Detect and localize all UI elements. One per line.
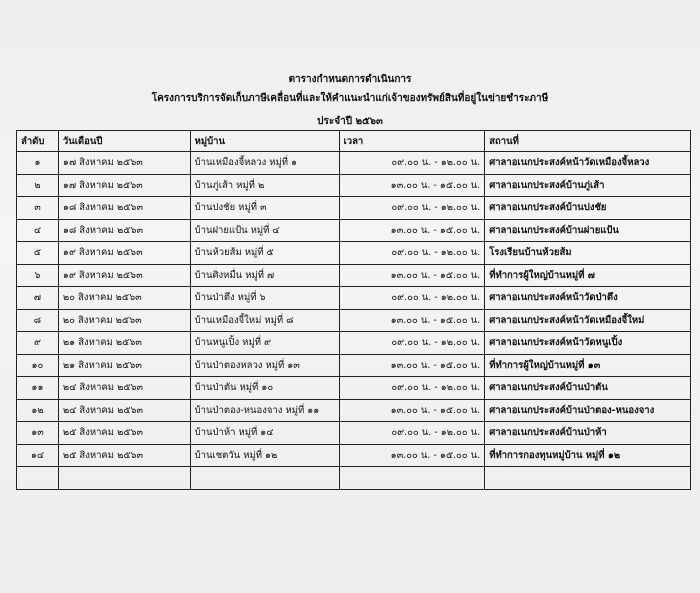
table-row	[17, 287, 691, 310]
row-time: ๑๓.๐๐ น. - ๑๕.๐๐ น.	[339, 354, 485, 377]
column-header-date: วันเดือนปี	[58, 131, 190, 152]
row-number: ๑๓	[17, 422, 59, 445]
table-row	[17, 309, 691, 332]
row-village: บ้านป่าตองหลวง หมู่ที่ ๑๓	[190, 354, 339, 377]
row-date: ๒๑ สิงหาคม ๒๕๖๓	[58, 332, 190, 355]
row-place: ศาลาอเนกประสงค์บ้านฝายแป้น	[485, 219, 691, 242]
row-number: ๓	[17, 197, 59, 220]
table-header-row	[17, 131, 691, 152]
column-header-no: ลำดับ	[17, 131, 59, 152]
row-place: ศาลาอเนกประสงค์บ้านภู่เส้า	[485, 174, 691, 197]
row-date: ๒๐ สิงหาคม ๒๕๖๓	[58, 287, 190, 310]
row-number: ๗	[17, 287, 59, 310]
row-date: ๒๕ สิงหาคม ๒๕๖๓	[58, 444, 190, 467]
row-number: ๘	[17, 309, 59, 332]
row-time: ๐๙.๐๐ น. - ๑๒.๐๐ น.	[339, 332, 485, 355]
table-row	[17, 264, 691, 287]
table-row	[17, 219, 691, 242]
row-village: บ้านเชตวัน หมู่ที่ ๑๒	[190, 444, 339, 467]
row-time: ๑๓.๐๐ น. - ๑๕.๐๐ น.	[339, 264, 485, 287]
row-number: ๒	[17, 174, 59, 197]
row-date: ๒๑ สิงหาคม ๒๕๖๓	[58, 354, 190, 377]
row-place: ศาลาอเนกประสงค์หน้าวัดเหมืองจี้หลวง	[485, 152, 691, 175]
empty-table-row	[17, 467, 691, 490]
row-date: ๒๕ สิงหาคม ๒๕๖๓	[58, 422, 190, 445]
row-time: ๑๓.๐๐ น. - ๑๕.๐๐ น.	[339, 309, 485, 332]
row-place: ศาลาอเนกประสงค์หน้าวัดป่าตึง	[485, 287, 691, 310]
row-number: ๑๑	[17, 377, 59, 400]
row-place: ที่ทำการผู้ใหญ่บ้านหมู่ที่ ๗	[485, 264, 691, 287]
table-row	[17, 377, 691, 400]
row-place: ศาลาอเนกประสงค์บ้านป่าห้า	[485, 422, 691, 445]
row-village: บ้านศิงหมื่น หมู่ที่ ๗	[190, 264, 339, 287]
table-row	[17, 354, 691, 377]
table-row	[17, 422, 691, 445]
row-number: ๕	[17, 242, 59, 265]
table-row	[17, 197, 691, 220]
empty-cell	[17, 467, 59, 490]
row-number: ๖	[17, 264, 59, 287]
row-time: ๐๙.๐๐ น. - ๑๒.๐๐ น.	[339, 242, 485, 265]
row-village: บ้านป่าห้า หมู่ที่ ๑๔	[190, 422, 339, 445]
table-row	[17, 152, 691, 175]
row-village: บ้านหนูเปิ้ง หมู่ที่ ๙	[190, 332, 339, 355]
row-place: ที่ทำการกองทุนหมู่บ้าน หมู่ที่ ๑๒	[485, 444, 691, 467]
row-village: บ้านภู่เส้า หมู่ที่ ๒	[190, 174, 339, 197]
row-number: ๑๐	[17, 354, 59, 377]
table-row	[17, 399, 691, 422]
empty-cell	[485, 467, 691, 490]
row-village: บ้านเหมืองจี้ใหม่ หมู่ที่ ๘	[190, 309, 339, 332]
row-place: โรงเรียนบ้านห้วยส้ม	[485, 242, 691, 265]
row-time: ๑๓.๐๐ น. - ๑๕.๐๐ น.	[339, 174, 485, 197]
table-row	[17, 444, 691, 467]
row-time: ๐๙.๐๐ น. - ๑๒.๐๐ น.	[339, 377, 485, 400]
row-number: ๑๔	[17, 444, 59, 467]
row-time: ๑๓.๐๐ น. - ๑๕.๐๐ น.	[339, 399, 485, 422]
row-number: ๔	[17, 219, 59, 242]
row-place: ที่ทำการผู้ใหญ่บ้านหมู่ที่ ๑๓	[485, 354, 691, 377]
row-place: ศาลาอเนกประสงค์บ้านปงชัย	[485, 197, 691, 220]
document-subtitle: โครงการบริการจัดเก็บภาษีเคลื่อนที่และให้คำแนะนำแก่เจ้าของทรัพย์สินที่อยู่ในข่ายชำระภาษี	[151, 93, 549, 104]
column-header-place: สถานที่	[485, 131, 691, 152]
row-date: ๒๔ สิงหาคม ๒๕๖๓	[58, 399, 190, 422]
document-year: ประจำปี ๒๕๖๓	[317, 116, 383, 127]
column-header-time: เวลา	[339, 131, 485, 152]
row-time: ๐๙.๐๐ น. - ๑๒.๐๐ น.	[339, 287, 485, 310]
row-village: บ้านปงชัย หมู่ที่ ๓	[190, 197, 339, 220]
row-date: ๒๔ สิงหาคม ๒๕๖๓	[58, 377, 190, 400]
row-place: ศาลาอเนกประสงค์หน้าวัดหนูเปิ้ง	[485, 332, 691, 355]
row-number: ๙	[17, 332, 59, 355]
row-date: ๑๙ สิงหาคม ๒๕๖๓	[58, 264, 190, 287]
row-date: ๑๙ สิงหาคม ๒๕๖๓	[58, 242, 190, 265]
row-village: บ้านป่าตอง-หนองจาง หมู่ที่ ๑๑	[190, 399, 339, 422]
row-date: ๑๘ สิงหาคม ๒๕๖๓	[58, 197, 190, 220]
row-village: บ้านฝายแป้น หมู่ที่ ๔	[190, 219, 339, 242]
row-place: ศาลาอเนกประสงค์บ้านป่าตอง-หนองจาง	[485, 399, 691, 422]
row-date: ๑๘ สิงหาคม ๒๕๖๓	[58, 219, 190, 242]
row-time: ๐๙.๐๐ น. - ๑๒.๐๐ น.	[339, 422, 485, 445]
row-number: ๑	[17, 152, 59, 175]
row-place: ศาลาอเนกประสงค์หน้าวัดเหมืองจี้ใหม่	[485, 309, 691, 332]
row-time: ๑๓.๐๐ น. - ๑๕.๐๐ น.	[339, 444, 485, 467]
row-village: บ้านป่าตัน หมู่ที่ ๑๐	[190, 377, 339, 400]
column-header-village: หมู่บ้าน	[190, 131, 339, 152]
row-place: ศาลาอเนกประสงค์บ้านป่าตัน	[485, 377, 691, 400]
row-time: ๐๙.๐๐ น. - ๑๒.๐๐ น.	[339, 152, 485, 175]
empty-cell	[190, 467, 339, 490]
table-row	[17, 242, 691, 265]
empty-cell	[339, 467, 485, 490]
table-row	[17, 332, 691, 355]
row-time: ๐๙.๐๐ น. - ๑๒.๐๐ น.	[339, 197, 485, 220]
row-date: ๑๗ สิงหาคม ๒๕๖๓	[58, 152, 190, 175]
document-title: ตารางกำหนดการดำเนินการ	[288, 74, 412, 85]
schedule-table	[16, 130, 691, 490]
row-village: บ้านเหมืองจี้หลวง หมู่ที่ ๑	[190, 152, 339, 175]
row-village: บ้านห้วยส้ม หมู่ที่ ๕	[190, 242, 339, 265]
row-date: ๒๐ สิงหาคม ๒๕๖๓	[58, 309, 190, 332]
row-number: ๑๒	[17, 399, 59, 422]
row-village: บ้านป่าตึง หมู่ที่ ๖	[190, 287, 339, 310]
row-time: ๑๓.๐๐ น. - ๑๕.๐๐ น.	[339, 219, 485, 242]
row-date: ๑๗ สิงหาคม ๒๕๖๓	[58, 174, 190, 197]
empty-cell	[58, 467, 190, 490]
table-row	[17, 174, 691, 197]
